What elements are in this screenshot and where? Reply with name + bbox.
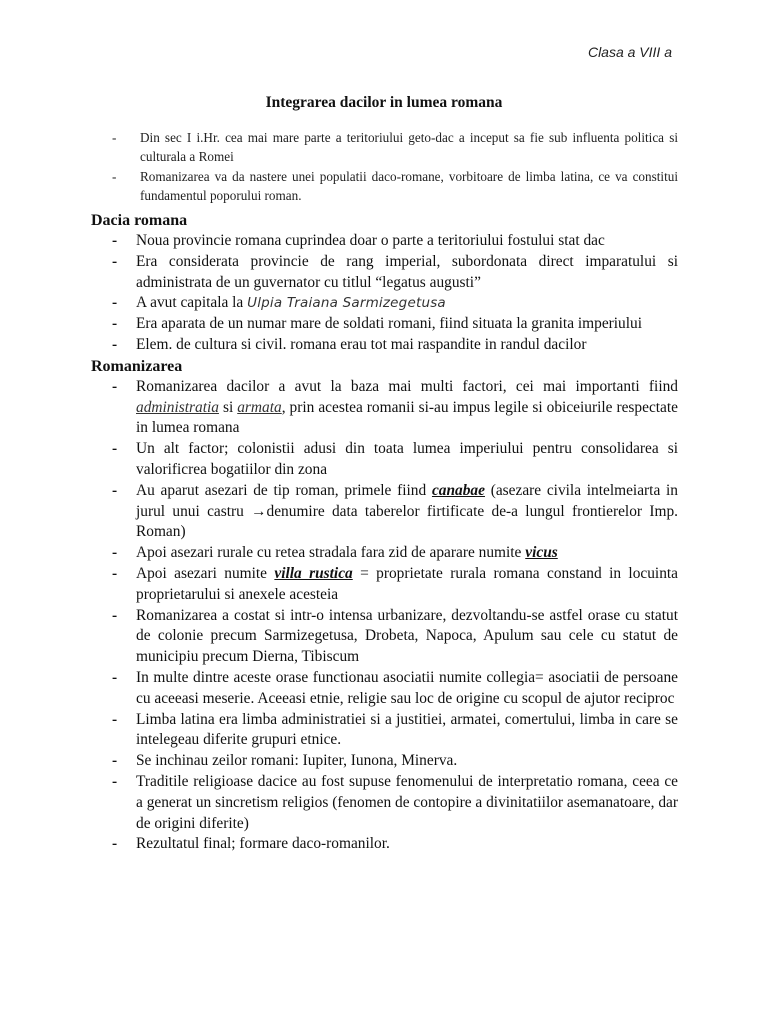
list-item (91, 543, 678, 564)
list-item (91, 772, 678, 834)
list-item (91, 606, 678, 668)
term-administratia: administratia (136, 398, 219, 416)
dash-bullet: - (112, 544, 118, 562)
term-vicus: vicus (525, 544, 558, 562)
dacia-list (91, 231, 678, 356)
dash-bullet: - (112, 481, 118, 499)
section-heading-dacia: Dacia romana (91, 212, 188, 229)
list-item-text: Traditile religioase dacice au fost supuse fenomenului de interpretatio romana, ceea ce a generat un sincretism religios (fenomen de contopire a divinitatiilor asemanatoare, dar de origini diferite) (136, 772, 678, 832)
list-item-text: , prin acestea romanii si-au impus legile si obiceiurile respectate in lumea romana (136, 398, 678, 437)
dash-bullet: - (112, 315, 118, 333)
dash-bullet: - (112, 835, 118, 853)
list-item (91, 335, 678, 356)
dash-bullet: - (112, 335, 118, 353)
section-heading-romanizarea: Romanizarea (91, 357, 183, 375)
list-item (91, 668, 678, 710)
list-item-text: Elem. de cultura si civil. romana erau tot mai raspandite in randul dacilor (136, 335, 587, 353)
list-item-text: Apoi asezari rurale cu retea stradala fara zid de aparare numite (136, 544, 526, 562)
dash-bullet: - (112, 130, 117, 145)
dash-bullet: - (112, 710, 118, 728)
list-item (91, 252, 678, 294)
list-item (91, 231, 678, 252)
dash-bullet: - (112, 232, 118, 249)
class-label: Clasa a VIII a (587, 44, 672, 60)
term-canabae: canabae (431, 481, 485, 499)
dash-bullet: - (112, 440, 118, 458)
list-item (91, 834, 678, 855)
term-armata: armata (237, 398, 282, 416)
dash-bullet: - (112, 377, 118, 395)
dash-bullet: - (112, 294, 118, 312)
list-item-text: Noua provincie romana cuprindea doar o parte a teritoriului fostului stat dac (136, 232, 605, 249)
list-item-text: Apoi asezari numite (136, 564, 275, 582)
list-item (91, 564, 678, 606)
capital-name: Ulpia Traiana Sarmizegetusa (247, 295, 446, 312)
dash-bullet: - (112, 606, 118, 624)
page-title: Integrarea dacilor in lumea romana (265, 94, 503, 111)
term-villa-rustica: villa rustica (274, 564, 353, 582)
list-item (91, 293, 678, 314)
dash-bullet: - (112, 668, 118, 686)
list-item (91, 377, 678, 439)
dash-bullet: - (112, 564, 118, 582)
intro-list (112, 128, 678, 206)
list-item (91, 481, 678, 543)
list-item-text: A avut capitala la (136, 294, 248, 312)
intro-text: Romanizarea va da nastere unei populatii daco-romane, vorbitoare de limba latina, ce va constitui fundamentul poporului roman. (140, 169, 678, 203)
list-item-text: Era considerata provincie de rang imperial, subordonata direct imparatului si administrata de un guvernator cu titlul “legatus augusti” (136, 252, 678, 291)
intro-item (112, 128, 678, 166)
list-item-text: Un alt factor; colonistii adusi din toata lumea imperiului pentru consolidarea si valorificrea bogatiilor din zona (136, 440, 678, 478)
dash-bullet: - (112, 252, 118, 270)
list-item-text: In multe dintre aceste orase functionau asociatii numite collegia= asociatii de persoane cu aceeasi meserie. Aceeasi etnie, religie sau loc de origine cu scopul de ajutor reciproc (136, 668, 678, 707)
list-item (91, 710, 678, 752)
list-item-text: = proprietate rurala romana constand in locuinta proprietarului si anexele acesteia (136, 564, 678, 603)
intro-item (112, 167, 678, 205)
list-item-text: Au aparut asezari de tip roman, primele fiind (136, 481, 432, 499)
list-item (91, 751, 678, 772)
dash-bullet: - (112, 752, 118, 770)
list-item-text: Se inchinau zeilor romani: Iupiter, Iunona, Minerva. (136, 752, 458, 770)
list-item (91, 314, 678, 335)
list-item-text: Era aparata de un numar mare de soldati romani, fiind situata la granita imperiului (136, 315, 642, 333)
document-body (91, 210, 678, 855)
dash-bullet: - (112, 772, 118, 790)
list-item-text: (asezare civila intelmeiarta in jurul unui castru →denumire data taberelor firtificate de-a lungul frontierelor Imp. Roman) (136, 481, 678, 541)
list-item-text: Romanizarea a costat si intr-o intensa urbanizare, dezvoltandu-se astfel orase cu statut de colonie precum Sarmizegetusa, Drobeta, Napoca, Apulum sau cele cu statut de municipiu precum Dierna, Tibiscum (136, 606, 678, 666)
list-item-text: Rezultatul final; formare daco-romanilor. (136, 835, 390, 853)
list-item (91, 439, 678, 481)
intro-text: Din sec I i.Hr. cea mai mare parte a teritoriului geto-dac a inceput sa fie sub influenta politica si culturala a Romei (140, 130, 678, 164)
list-item-text: si (218, 398, 238, 416)
list-item-text: Limba latina era limba administratiei si a justitiei, armatei, comertului, limba in care se intelegeau diferite grupuri etnice. (136, 710, 678, 749)
dash-bullet: - (112, 169, 117, 184)
list-item-text: Romanizarea dacilor a avut la baza mai multi factori, cei mai importanti fiind (136, 377, 678, 395)
romanizarea-list (91, 377, 678, 855)
